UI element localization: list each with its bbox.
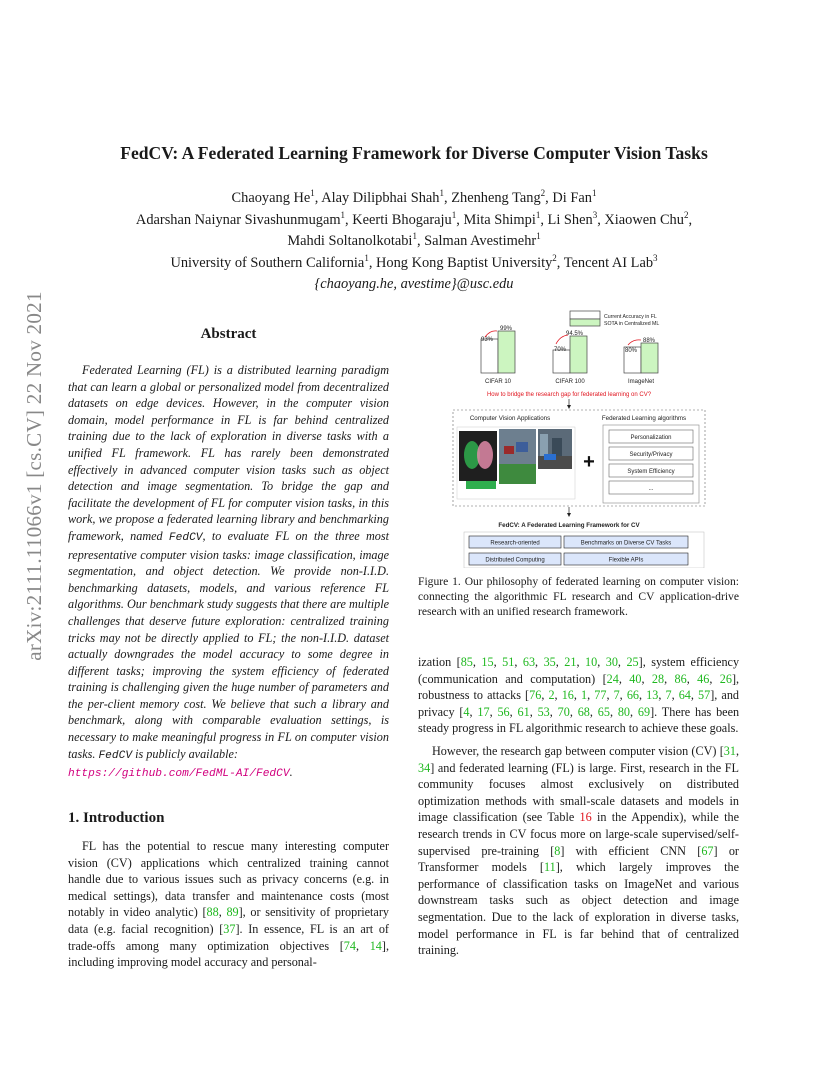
citation-link[interactable]: 11 bbox=[544, 860, 556, 875]
col2-paragraph-2: However, the research gap between computer vision (CV) [31, 34] and federated learning (FL) is large. First, research in the FL community focuses almost exclusively on distributed optimization methods with small-scale datasets and models in image classification (see Table 16 in the Appendix), while the research trends in CV focus more on large-scale supervised/self-supervised pre-training [8] with efficient CNN [67] or Transformer models [11], which largely improves the performance of classification tasks on ImageNet and various downstream tasks such as object detection and image segmentation. Due to the lack of exploration in diverse tasks, model performance in FL is far behind that of centralized training. bbox=[418, 743, 739, 958]
citation-link[interactable]: 8 bbox=[554, 843, 561, 858]
abstract-paragraph bbox=[68, 362, 389, 783]
citation-link[interactable]: 28 bbox=[651, 671, 665, 686]
author-name: Mita Shimpi bbox=[463, 211, 536, 228]
figure-1-diagram bbox=[452, 306, 712, 568]
abstract-text: , to evaluate FL on the three most representative computer vision tasks: image classification, image segmentation, and object detection. We provide non-I.I.D. benchmarking datasets, models, and various reference FL algorithms. Our benchmark study suggests that there are multiple challenges that deserve future exploration: centralized training tricks may not be directly applied to FL; the non-I.I.D. dataset actually downgrades the model accuracy to some degree in different tasks; improving the system efficiency of federated training is challenging given the huge number of parameters and the per-client memory cost. We believe that such a library and benchmark, along with comparable evaluation settings, is necessary to make meaningful progress in FL on computer vision tasks. bbox=[68, 528, 389, 761]
citation-link[interactable]: 76 bbox=[529, 688, 542, 703]
section-heading-introduction: 1. Introduction bbox=[68, 810, 165, 826]
value-fl-cifar100: 70% bbox=[554, 347, 567, 353]
value-fl-cifar10: 93% bbox=[481, 337, 494, 343]
value-sota-cifar100: 94.5% bbox=[566, 331, 584, 337]
plus-icon: + bbox=[583, 451, 595, 473]
abstract-body bbox=[68, 362, 389, 783]
affiliation-mark: 3 bbox=[653, 252, 658, 263]
col2-paragraph-1 bbox=[418, 654, 739, 737]
citation-group: 24, 40, 28, 86, 46, 26 bbox=[606, 671, 732, 686]
citation-link[interactable]: 26 bbox=[719, 671, 732, 686]
body-text: ] and federated learning (FL) is large. First, research in the FL community focuses almost exclusively on distributed optimization methods with small-scale datasets and models in image classification (see Table bbox=[418, 760, 739, 825]
citation-link[interactable]: 1 bbox=[581, 688, 588, 703]
detection-box bbox=[504, 446, 514, 454]
lung-mask-right bbox=[477, 441, 493, 469]
bar-sota-imagenet bbox=[641, 343, 658, 373]
affiliation-mark: 2 bbox=[683, 209, 689, 220]
segmentation-strip bbox=[466, 481, 496, 489]
introduction-body bbox=[68, 838, 389, 971]
author-name: Keerti Bhogaraju bbox=[352, 211, 452, 228]
citation-link[interactable]: 2 bbox=[548, 688, 555, 703]
author-name: Salman Avestimehr bbox=[424, 233, 537, 249]
value-sota-cifar10: 99% bbox=[500, 326, 513, 332]
intro-paragraph: FL has the potential to rescue many interesting computer vision (CV) applications which centralized training cannot handle due to various issues such as privacy concerns (e.g. in medical settings), data transfer and maintenance costs (most notably in video analytic) [88, 89], or sensitivity of proprietary data (e.g. facial recognition) [37]. In essence, FL is an art of trade-offs among many optimization objectives [74, 14], including improving model accuracy and personal- bbox=[68, 839, 389, 970]
citation-link[interactable]: 74 bbox=[343, 938, 356, 953]
affiliation-mark: 1 bbox=[412, 231, 417, 242]
label-cifar10: CIFAR 10 bbox=[484, 379, 512, 385]
author-name: Xiaowen Chu bbox=[604, 211, 684, 228]
body-text: ], robustness to attacks [ bbox=[418, 671, 740, 703]
framework-research-oriented: Research-oriented bbox=[490, 540, 540, 547]
body-text: ], and privacy [ bbox=[418, 688, 740, 719]
citation-link[interactable]: 56 bbox=[497, 704, 510, 719]
bar-fl-cifar100 bbox=[553, 350, 570, 373]
citation-link[interactable]: 53 bbox=[537, 704, 550, 719]
author-line-3: Mahdi Soltanolkotabi$^1$, Salman Avestimehr$^1$ bbox=[287, 231, 541, 249]
github-link[interactable]: https://github.com/FedML-AI/FedCV bbox=[68, 768, 290, 781]
citation-link[interactable]: 51 bbox=[502, 655, 515, 669]
framework-distributed: Distributed Computing bbox=[485, 557, 545, 564]
down-arrow-head-icon bbox=[567, 405, 571, 409]
citation-link[interactable]: 77 bbox=[594, 688, 607, 703]
fedcv-name: FedCV bbox=[98, 749, 133, 762]
gap-arrow-icon bbox=[628, 340, 641, 345]
citation-link[interactable]: 31 bbox=[723, 743, 736, 758]
citation-link[interactable]: 64 bbox=[678, 688, 691, 703]
legend-sota: SOTA in Centralized ML bbox=[604, 321, 660, 327]
citation-link[interactable]: 7 bbox=[613, 688, 620, 703]
body-text: ] or Transformer models [ bbox=[418, 843, 739, 875]
value-sota-imagenet: 88% bbox=[643, 338, 656, 344]
affiliation-name: Tencent AI Lab bbox=[563, 254, 654, 271]
fl-item-personalization: Personalization bbox=[630, 435, 672, 441]
author-name: Alay Dilipbhai Shah bbox=[321, 190, 440, 206]
affiliation-name: Hong Kong Baptist University bbox=[376, 254, 553, 271]
citation-link[interactable]: 63 bbox=[522, 655, 536, 669]
citation-link[interactable]: 30 bbox=[605, 655, 618, 669]
citation-link[interactable]: 70 bbox=[557, 704, 570, 719]
citation-link[interactable]: 21 bbox=[564, 655, 577, 669]
affiliation-mark: 1 bbox=[310, 188, 315, 199]
intro-text: ]. In essence, FL is an art of trade-offs among many optimization objectives [ bbox=[68, 921, 389, 953]
bar-sota-cifar100 bbox=[570, 336, 587, 373]
fl-item-security: Security/Privacy bbox=[629, 452, 673, 458]
affiliation-line: University of Southern California$^1$, Hong Kong Baptist University$^2$, Tencent AI Lab$^3$ bbox=[170, 252, 658, 271]
body-text: ] with efficient CNN [ bbox=[560, 843, 702, 858]
affiliation-mark: 2 bbox=[552, 252, 557, 263]
research-gap-question: How to bridge the research gap for federated learning on CV? bbox=[486, 392, 652, 398]
affiliation-mark: 1 bbox=[364, 252, 369, 263]
citation-link[interactable]: 80 bbox=[617, 704, 631, 719]
author-name: Chaoyang He bbox=[231, 190, 311, 206]
figure-1 bbox=[452, 306, 712, 568]
author-name: Adarshan Naiynar Sivashunmugam bbox=[135, 211, 341, 228]
affiliation-mark: 2 bbox=[540, 188, 546, 199]
affiliation-name: University of Southern California bbox=[170, 254, 365, 271]
citation-link[interactable]: 25 bbox=[626, 655, 639, 669]
citation-link[interactable]: 61 bbox=[517, 704, 530, 719]
figure-1-caption: Figure 1. Our philosophy of federated learning on computer vision: connecting the algorithmic FL research and CV application-drive research with an unified research framework. bbox=[418, 575, 739, 618]
affiliation-mark: 1 bbox=[439, 188, 444, 199]
citation-link[interactable]: 10 bbox=[585, 655, 598, 669]
abstract-text: Federated Learning (FL) is a distributed learning paradigm that can learn a global or personalized model from decentralized datasets on edge devices. However, in the computer vision domain, model performance in FL is far behind centralized training due to the lack of exploration in diverse tasks with a unified FL framework. FL has rarely been demonstrated effectively in advanced computer vision tasks such as object detection and image segmentation. To bridge the gap and facilitate the development of FL for computer vision tasks, in this work, we propose a federated learning library and benchmarking framework, named bbox=[68, 363, 389, 543]
affiliation-mark: 3 bbox=[592, 209, 598, 220]
table-reference-link[interactable]: 16 bbox=[579, 810, 592, 825]
fl-item-more: ... bbox=[648, 486, 654, 492]
abstract-heading: Abstract bbox=[200, 326, 257, 342]
author-name: Zhenheng Tang bbox=[451, 190, 541, 206]
citation-link[interactable]: 67 bbox=[701, 843, 714, 858]
body-text: ], system efficiency (communication and computation) [ bbox=[418, 655, 740, 686]
citation-link[interactable]: 13 bbox=[646, 688, 659, 703]
affiliation-mark: 1 bbox=[591, 188, 597, 199]
citation-link[interactable]: 57 bbox=[698, 688, 711, 703]
fedcv-name: FedCV bbox=[168, 531, 203, 544]
citation-link[interactable]: 85 bbox=[460, 655, 473, 669]
body-text: in the Appendix), while the research trends in CV focus more on large-scale supervised/self-supervised pre-training [ bbox=[418, 810, 739, 858]
building-shape bbox=[552, 438, 562, 456]
affiliation-mark: 1 bbox=[536, 231, 541, 242]
citation-link[interactable]: 24 bbox=[606, 671, 619, 686]
citation-link[interactable]: 16 bbox=[561, 688, 574, 703]
legend-swatch-sota bbox=[570, 319, 600, 326]
citation-link[interactable]: 88 bbox=[206, 905, 219, 920]
citation-link[interactable]: 46 bbox=[697, 671, 710, 686]
bar-sota-cifar10 bbox=[498, 331, 515, 373]
cv-applications-title: Computer Vision Applications bbox=[469, 415, 551, 422]
abstract-text: . bbox=[289, 765, 293, 780]
body-text: ], which largely improves the performance of classification tasks on ImageNet and various downstream tasks such as object detection and image segmentation. Due to the lack of exploration in diverse tasks, model performance in FL is far behind that of centralized training. bbox=[418, 860, 739, 958]
value-fl-imagenet: 80% bbox=[625, 348, 638, 354]
paper-title: FedCV: A Federated Learning Framework for Diverse Computer Vision Tasks bbox=[120, 143, 708, 163]
fl-item-efficiency: System Efficiency bbox=[627, 469, 675, 475]
affiliation-mark: 1 bbox=[451, 209, 457, 220]
legend-swatch-fl bbox=[570, 311, 600, 319]
framework-title: FedCV: A Federated Learning Framework for CV bbox=[498, 522, 640, 529]
author-block bbox=[40, 188, 788, 296]
building-shape bbox=[540, 434, 548, 456]
car-shape bbox=[544, 454, 556, 460]
author-name: Li Shen bbox=[547, 211, 593, 228]
arxiv-stamp: arXiv:2111.11066v1 [cs.CV] 22 Nov 2021 bbox=[22, 291, 46, 661]
detection-box bbox=[516, 442, 528, 452]
down-arrow-head-icon bbox=[567, 513, 571, 517]
fl-algorithms-title: Federated Learning algorithms bbox=[601, 415, 687, 422]
citation-link[interactable]: 86 bbox=[674, 671, 687, 686]
framework-flexible-apis: Flexible APIs bbox=[608, 557, 644, 564]
citation-link[interactable]: 69 bbox=[637, 704, 651, 719]
intro-text: ], including improving model accuracy and personal- bbox=[68, 938, 389, 970]
citation-link[interactable]: 4 bbox=[463, 704, 470, 719]
citation-link[interactable]: 37 bbox=[223, 921, 236, 936]
citation-link[interactable]: 65 bbox=[597, 704, 610, 719]
street-segmentation bbox=[499, 464, 536, 484]
citation-link[interactable]: 68 bbox=[577, 704, 590, 719]
intro-text: ], or sensitivity of proprietary data (e.g. facial recognition) [ bbox=[68, 905, 389, 936]
author-email: {chaoyang.he, avestime}@usc.edu bbox=[314, 276, 514, 292]
abstract-text: is publicly available: bbox=[132, 746, 238, 761]
right-column-body bbox=[418, 654, 739, 959]
intro-text: FL has the potential to rescue many interesting computer vision (CV) applications which centralized training cannot handle due to various issues such as privacy concerns (e.g. in medical settings), data transfer and maintenance costs (most notably in video analytic) [ bbox=[68, 839, 389, 920]
citation-link[interactable]: 66 bbox=[626, 688, 639, 703]
label-cifar100: CIFAR 100 bbox=[555, 379, 585, 385]
body-text: However, the research gap between computer vision (CV) [ bbox=[432, 743, 724, 758]
citation-link[interactable]: 40 bbox=[629, 671, 642, 686]
citation-link[interactable]: 35 bbox=[543, 655, 556, 669]
body-text: ization [ bbox=[418, 655, 461, 669]
framework-benchmarks: Benchmarks on Diverse CV Tasks bbox=[580, 540, 672, 547]
citation-group: 76, 2, 16, 1, 77, 7, 66, 13, 7, 64, 57 bbox=[529, 688, 711, 703]
citation-link[interactable]: 17 bbox=[477, 704, 490, 719]
author-name: Mahdi Soltanolkotabi bbox=[287, 233, 413, 249]
citation-link[interactable]: 34 bbox=[418, 760, 431, 775]
author-line-1: Chaoyang He$^1$, Alay Dilipbhai Shah$^1$, Zhenheng Tang$^2$, Di Fan$^1$ bbox=[231, 188, 597, 206]
author-name: Di Fan bbox=[552, 190, 592, 206]
citation-link[interactable]: 14 bbox=[369, 938, 382, 953]
affiliation-mark: 1 bbox=[340, 209, 346, 220]
citation-link[interactable]: 15 bbox=[481, 655, 494, 669]
affiliation-mark: 1 bbox=[535, 209, 541, 220]
bar-fl-cifar10 bbox=[481, 339, 498, 373]
author-line-2: Adarshan Naiynar Sivashunmugam$^1$, Keerti Bhogaraju$^1$, Mita Shimpi$^1$, Li Shen$^3$, Xiaowen Chu$^2$, bbox=[135, 209, 693, 228]
legend-fl: Current Accuracy in FL bbox=[604, 314, 657, 320]
body-text: ]. There has been steady progress in FL algorithmic research to achieve these goals. bbox=[418, 704, 740, 736]
citation-link[interactable]: 89 bbox=[226, 905, 239, 920]
citation-group: 85, 15, 51, 63, 35, 21, 10, 30, 25 bbox=[460, 655, 639, 669]
citation-link[interactable]: 7 bbox=[665, 688, 672, 703]
citation-group: 4, 17, 56, 61, 53, 70, 68, 65, 80, 69 bbox=[463, 704, 651, 719]
label-imagenet: ImageNet bbox=[627, 379, 655, 385]
